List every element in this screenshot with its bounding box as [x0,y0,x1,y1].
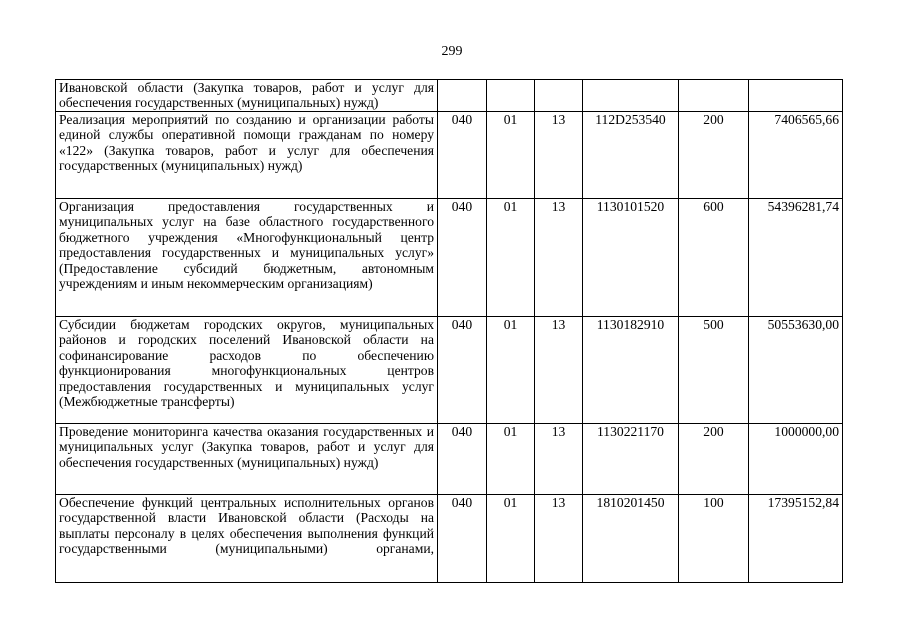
row-subsection [535,80,583,112]
row-description: Ивановской области (Закупка товаров, работ и услуг для обеспечения государственных (муниципальных) нужд) [56,80,438,112]
table-row [56,424,843,495]
row-ministry-code: 040 [438,495,487,583]
row-expense-type: 600 [679,199,749,317]
row-target-article [583,80,679,112]
row-subsection: 13 [535,495,583,583]
row-amount: 54396281,74 [749,199,843,317]
row-amount: 7406565,66 [749,112,843,199]
row-description: Организация предоставления государственных и муниципальных услуг на базе областного государственного бюджетного учреждения «Многофункциональный центр предоставления государственных и муниципальных услуг» (Предоставление субсидий бюджетным, автономным учреждениям и иным некоммерческим организациям) [56,199,438,317]
row-ministry-code: 040 [438,424,487,495]
row-ministry-code [438,80,487,112]
row-amount: 50553630,00 [749,317,843,424]
page-number: 299 [441,44,463,59]
row-ministry-code: 040 [438,199,487,317]
row-subsection: 13 [535,112,583,199]
row-section: 01 [487,317,535,424]
row-target-article: 1810201450 [583,495,679,583]
table-row [56,317,843,424]
row-subsection: 13 [535,424,583,495]
row-target-article: 1130101520 [583,199,679,317]
row-ministry-code: 040 [438,317,487,424]
row-ministry-code: 040 [438,112,487,199]
row-expense-type: 500 [679,317,749,424]
row-section: 01 [487,112,535,199]
row-expense-type: 200 [679,112,749,199]
row-amount [749,80,843,112]
row-expense-type: 100 [679,495,749,583]
row-description: Проведение мониторинга качества оказания государственных и муниципальных услуг (Закупка товаров, работ и услуг для обеспечения государственных (муниципальных) нужд) [56,424,438,495]
row-section: 01 [487,424,535,495]
row-description: Обеспечение функций центральных исполнительных органов государственной власти Ивановской области (Расходы на выплаты персоналу в целях обеспечения выполнения функций государственными (муниципальными) органами, [56,495,438,583]
row-amount: 17395152,84 [749,495,843,583]
row-description: Реализация мероприятий по созданию и организации работы единой службы оперативной помощи гражданам по номеру «122» (Закупка товаров, работ и услуг для обеспечения государственных (муниципальных) нужд) [56,112,438,199]
budget-table [55,79,843,583]
row-section [487,80,535,112]
row-subsection: 13 [535,199,583,317]
row-description: Субсидии бюджетам городских округов, муниципальных районов и городских поселений Ивановской области на софинансирование расходов по обеспечению функционирования многофункциональных центров предоставления государственных и муниципальных услуг (Межбюджетные трансферты) [56,317,438,424]
table-row [56,112,843,199]
table-row [56,199,843,317]
row-subsection: 13 [535,317,583,424]
table-row [56,495,843,583]
table-row [56,80,843,112]
row-section: 01 [487,199,535,317]
row-target-article: 1130221170 [583,424,679,495]
row-section: 01 [487,495,535,583]
row-amount: 1000000,00 [749,424,843,495]
row-expense-type [679,80,749,112]
row-target-article: 112D253540 [583,112,679,199]
row-expense-type: 200 [679,424,749,495]
row-target-article: 1130182910 [583,317,679,424]
